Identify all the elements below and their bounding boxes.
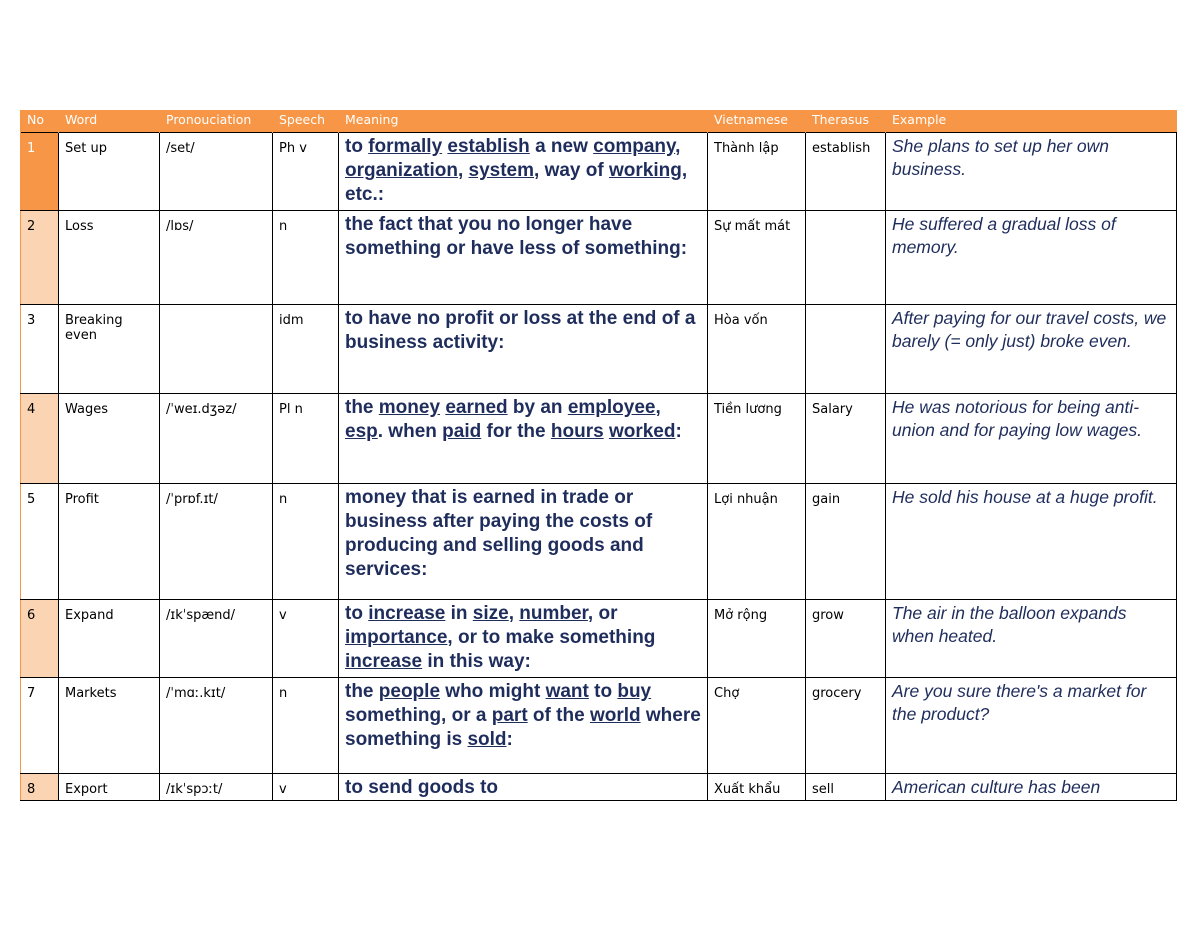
meaning-text: , — [655, 397, 661, 418]
meaning-link: employee — [567, 397, 656, 418]
meaning-link: esp — [345, 421, 378, 442]
example-cell: He was notorious for being anti-union and for paying low wages. — [886, 394, 1177, 484]
therasus-cell: grow — [806, 600, 886, 678]
speech-cell: idm — [273, 305, 339, 394]
pronunciation-cell — [160, 305, 273, 394]
example-cell: She plans to set up her own business. — [886, 133, 1177, 211]
word-cell: Breaking even — [59, 305, 160, 394]
meaning-text: who might — [440, 681, 546, 702]
meaning-text: in — [445, 603, 473, 624]
meaning-cell — [339, 678, 708, 774]
meaning-text: where something is — [345, 705, 701, 750]
meaning-link: company — [593, 136, 676, 157]
row-number: 8 — [21, 774, 59, 801]
example-cell: He sold his house at a huge profit. — [886, 484, 1177, 600]
meaning-cell — [339, 394, 708, 484]
word-cell: Wages — [59, 394, 160, 484]
speech-cell: Pl n — [273, 394, 339, 484]
therasus-cell: establish — [806, 133, 886, 211]
therasus-cell — [806, 305, 886, 394]
meaning-text: : — [506, 729, 513, 750]
meaning-cell — [339, 133, 708, 211]
table-row — [21, 678, 1177, 774]
meaning-text: , — [508, 603, 520, 624]
header-pronunciation: Pronouciation — [160, 110, 273, 133]
header-no: No — [21, 110, 59, 133]
meaning-link: importance — [345, 627, 448, 648]
meaning-link: formally — [368, 136, 443, 157]
meaning-link: want — [545, 681, 589, 702]
speech-cell: v — [273, 600, 339, 678]
table-row — [21, 211, 1177, 305]
meaning-text: the fact that you no longer have something or have less of something: — [345, 214, 688, 259]
meaning-cell — [339, 600, 708, 678]
meaning-link: part — [491, 705, 528, 726]
pronunciation-cell: /ɪkˈspɔːt/ — [160, 774, 273, 801]
example-cell: He suffered a gradual loss of memory. — [886, 211, 1177, 305]
meaning-text: to send goods to — [345, 777, 499, 798]
meaning-link: people — [378, 681, 441, 702]
meaning-text: by an — [507, 397, 568, 418]
row-number: 4 — [21, 394, 59, 484]
meaning-text: for the — [481, 421, 551, 442]
example-cell: The air in the balloon expands when heated. — [886, 600, 1177, 678]
example-cell: Are you sure there's a market for the product? — [886, 678, 1177, 774]
meaning-text: a new — [529, 136, 594, 157]
meaning-text: money that is earned in trade or business after paying the costs of producing and selling goods and services: — [345, 487, 653, 580]
meaning-text: to — [588, 681, 618, 702]
row-number: 3 — [21, 305, 59, 394]
header-word: Word — [59, 110, 160, 133]
speech-cell: Ph v — [273, 133, 339, 211]
header-row — [21, 110, 1177, 133]
meaning-link: hours — [550, 421, 604, 442]
table-row — [21, 305, 1177, 394]
table-row — [21, 600, 1177, 678]
meaning-text: , — [675, 136, 681, 157]
example-cell: After paying for our travel costs, we barely (= only just) broke even. — [886, 305, 1177, 394]
meaning-link: money — [378, 397, 441, 418]
row-number: 1 — [21, 133, 59, 211]
therasus-cell: Salary — [806, 394, 886, 484]
vietnamese-cell: Tiền lương — [708, 394, 806, 484]
header-vietnamese: Vietnamese — [708, 110, 806, 133]
row-number: 5 — [21, 484, 59, 600]
meaning-text: to — [345, 603, 369, 624]
header-example: Example — [886, 110, 1177, 133]
vocabulary-table — [20, 110, 1177, 801]
word-cell: Markets — [59, 678, 160, 774]
header-speech: Speech — [273, 110, 339, 133]
meaning-link: establish — [447, 136, 530, 157]
vietnamese-cell: Chợ — [708, 678, 806, 774]
table-row — [21, 133, 1177, 211]
therasus-cell: grocery — [806, 678, 886, 774]
pronunciation-cell: /ˈweɪ.dʒəz/ — [160, 394, 273, 484]
header-therasus: Therasus — [806, 110, 886, 133]
vietnamese-cell: Sự mất mát — [708, 211, 806, 305]
pronunciation-cell: /ˈmɑː.kɪt/ — [160, 678, 273, 774]
meaning-link: buy — [617, 681, 652, 702]
word-cell: Profit — [59, 484, 160, 600]
therasus-cell: sell — [806, 774, 886, 801]
word-cell: Set up — [59, 133, 160, 211]
therasus-cell — [806, 211, 886, 305]
meaning-link: worked — [608, 421, 676, 442]
meaning-text: . when — [377, 421, 443, 442]
meaning-link: size — [472, 603, 509, 624]
meaning-cell — [339, 305, 708, 394]
example-cell: American culture has been — [886, 774, 1177, 801]
speech-cell: n — [273, 484, 339, 600]
meaning-text: the — [345, 397, 379, 418]
meaning-text: , etc.: — [345, 160, 688, 205]
speech-cell: n — [273, 211, 339, 305]
meaning-text: of the — [527, 705, 590, 726]
meaning-link: system — [468, 160, 535, 181]
meaning-link: sold — [467, 729, 507, 750]
meaning-link: number — [519, 603, 588, 624]
meaning-text: , way of — [534, 160, 609, 181]
row-number: 2 — [21, 211, 59, 305]
meaning-link: paid — [442, 421, 482, 442]
vietnamese-cell: Xuất khẩu — [708, 774, 806, 801]
meaning-text: to have no profit or loss at the end of a business activity: — [345, 308, 696, 353]
pronunciation-cell: /lɒs/ — [160, 211, 273, 305]
row-number: 6 — [21, 600, 59, 678]
pronunciation-cell: /set/ — [160, 133, 273, 211]
therasus-cell: gain — [806, 484, 886, 600]
meaning-text: to — [345, 136, 369, 157]
vietnamese-cell: Mở rộng — [708, 600, 806, 678]
meaning-text: , — [457, 160, 469, 181]
vietnamese-cell: Hòa vốn — [708, 305, 806, 394]
vietnamese-cell: Thành lập — [708, 133, 806, 211]
table-row — [21, 484, 1177, 600]
meaning-link: world — [589, 705, 641, 726]
pronunciation-cell: /ɪkˈspænd/ — [160, 600, 273, 678]
meaning-text: the — [345, 681, 379, 702]
meaning-text: in this way: — [422, 651, 531, 672]
pronunciation-cell: /ˈprɒf.ɪt/ — [160, 484, 273, 600]
meaning-text: : — [675, 421, 682, 442]
meaning-text: something, or a — [345, 705, 492, 726]
vietnamese-cell: Lợi nhuận — [708, 484, 806, 600]
meaning-cell — [339, 211, 708, 305]
meaning-link: earned — [445, 397, 508, 418]
meaning-link: working — [608, 160, 682, 181]
table-row — [21, 394, 1177, 484]
meaning-text: , or to make something — [447, 627, 656, 648]
meaning-cell — [339, 774, 708, 801]
word-cell: Export — [59, 774, 160, 801]
word-cell: Loss — [59, 211, 160, 305]
word-cell: Expand — [59, 600, 160, 678]
meaning-link: increase — [345, 651, 423, 672]
row-number: 7 — [21, 678, 59, 774]
header-meaning: Meaning — [339, 110, 708, 133]
speech-cell: v — [273, 774, 339, 801]
table-row — [21, 774, 1177, 801]
meaning-text: , or — [587, 603, 618, 624]
meaning-link: increase — [368, 603, 446, 624]
meaning-cell — [339, 484, 708, 600]
speech-cell: n — [273, 678, 339, 774]
meaning-link: organization — [345, 160, 458, 181]
